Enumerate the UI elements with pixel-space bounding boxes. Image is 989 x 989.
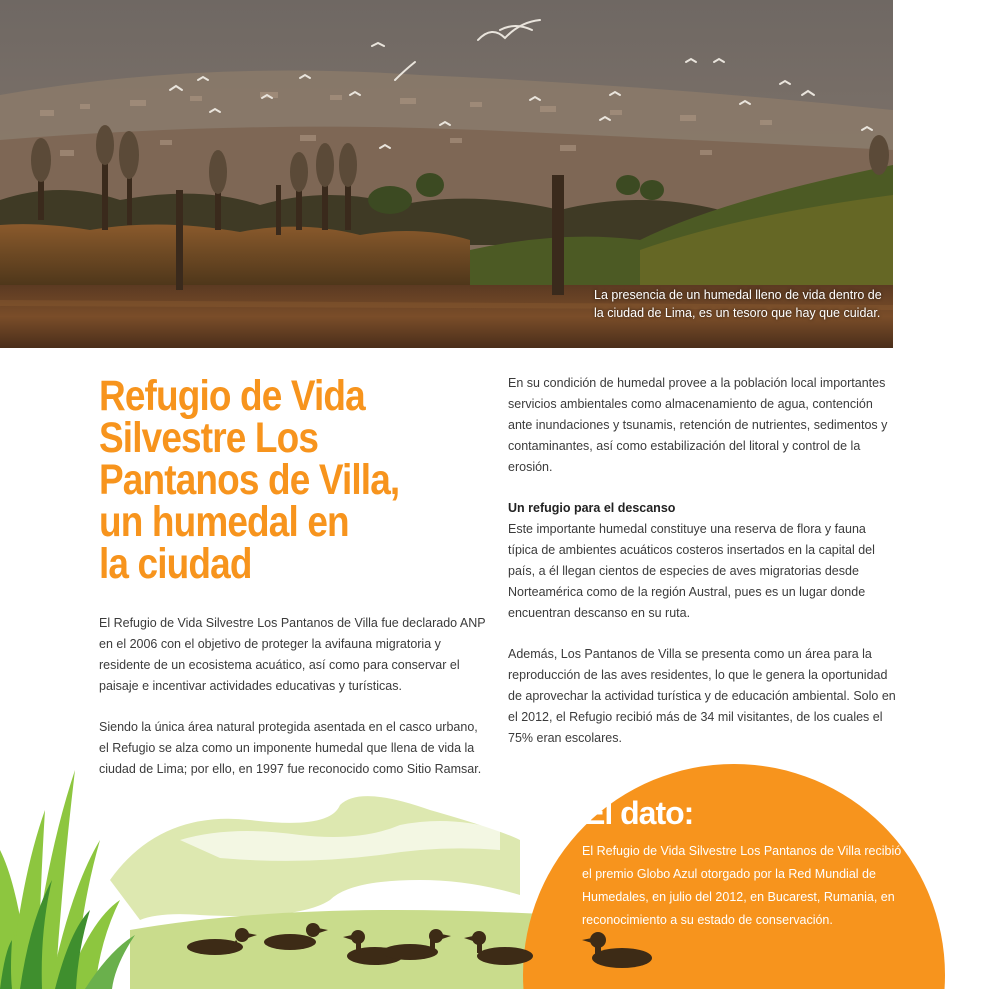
ramsar-paragraph: Siendo la única área natural protegida asentada en el casco urbano, el Refugio se alza como un imponente humedal que llena de vida la ciudad de Lima; por ello, en 1997 fue reconocido como Sitio Ramsar. (99, 720, 482, 776)
title-line-5: la ciudad (99, 540, 252, 588)
right-column (508, 373, 896, 749)
caption-line-1: La presencia de un humedal lleno de vida dentro de (594, 288, 882, 302)
caption-line-2: la ciudad de Lima, es un tesoro que hay que cuidar. (594, 306, 881, 320)
page-title (99, 372, 417, 588)
hero-photo (0, 0, 893, 348)
section-subheading: Un refugio para el descanso (508, 501, 676, 515)
photo-caption (594, 286, 884, 322)
intro-paragraph: El Refugio de Vida Silvestre Los Pantanos de Villa fue declarado ANP en el 2006 con el objetivo de proteger la avifauna migratoria y residente de un ecosistema acuático, así como para conservar el paisaje e incentivar actividades educativas y turísticas. (99, 616, 486, 693)
title-line-3: Pantanos de Villa, (99, 456, 400, 504)
dato-text: El Refugio de Vida Silvestre Los Pantanos de Villa recibió el premio Globo Azul otorgado por la Red Mundial de Humedales, en julio del 2012, en Bucarest, Rumania, en reconocimiento a su estado de conservación. (582, 844, 902, 927)
services-paragraph: En su condición de humedal provee a la población local importantes servicios ambientales como almacenamiento de agua, contención ante inundaciones y tsunamis, retención de nutrientes, sedimentos y contaminantes, así como estabilización del litoral y control de la erosión. (508, 376, 888, 474)
title-line-4: un humedal en (99, 498, 349, 546)
title-line-2: Silvestre Los (99, 414, 319, 462)
title-line-1: Refugio de Vida (99, 372, 365, 420)
dato-heading: El dato: (584, 795, 694, 831)
grass-clump (0, 770, 120, 989)
visitors-paragraph: Además, Los Pantanos de Villa se presenta como un área para la reproducción de las aves residentes, lo que le genera la oportunidad de aprovechar la actividad turística y de educación ambiental. Solo en el 2012, el Refugio recibió más de 34 mil visitantes, de los cuales el 75% eran escolares. (508, 647, 896, 745)
refuge-paragraph: Este importante humedal constituye una reserva de flora y fauna típica de ambientes acuáticos costeros insertados en la capital del país, a él llegan cientos de especies de aves migratorias desde Norteamérica como de la región Austral, pues es un lugar donde encuentran descanso en su ruta. (508, 522, 875, 620)
